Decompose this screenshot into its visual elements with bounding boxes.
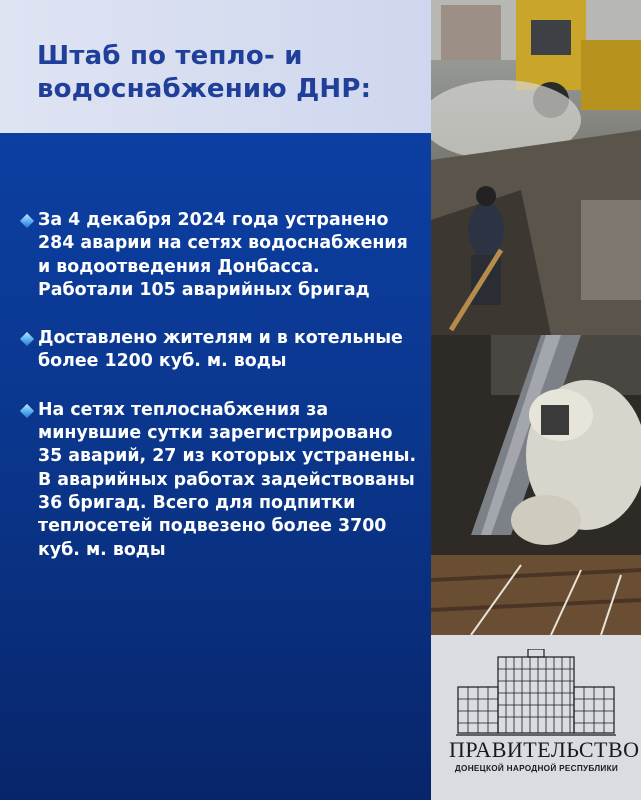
logo-panel xyxy=(431,635,641,800)
photo-welding-illustration xyxy=(431,335,641,635)
photo-excavation-illustration xyxy=(431,0,641,335)
photo-welding xyxy=(431,335,641,635)
list-item-text: Доставлено жителям и в котельные более 1200 куб. м. воды xyxy=(38,328,403,372)
page-title: Штаб по тепло- и водоснабжению ДНР: xyxy=(37,41,372,104)
content-panel xyxy=(0,133,431,800)
logo-title: ПРАВИТЕЛЬСТВО xyxy=(449,737,640,762)
header-panel xyxy=(0,0,431,133)
photo-excavation xyxy=(431,0,641,335)
list-item xyxy=(20,327,420,374)
diamond-bullet-icon xyxy=(20,404,34,418)
diamond-bullet-icon xyxy=(20,332,34,346)
government-building-icon xyxy=(456,649,616,737)
logo-subtitle: ДОНЕЦКОЙ НАРОДНОЙ РЕСПУБЛИКИ xyxy=(454,764,619,773)
news-list xyxy=(20,209,420,587)
list-item xyxy=(20,399,420,562)
list-item-text: На сетях теплоснабжения за минувшие сутки зарегистрировано 35 аварий, 27 из которых устранены. В аварийных работах задействованы 36 бригад. Всего для подпитки теплосетей подвезено более 3700 куб. м. воды xyxy=(38,399,417,560)
list-item-text: За 4 декабря 2024 года устранено 284 аварии на сетях водоснабжения и водоотведения Донбасса. Работали 105 аварийных бригад xyxy=(38,210,408,300)
diamond-bullet-icon xyxy=(20,214,34,228)
list-item xyxy=(20,209,420,302)
